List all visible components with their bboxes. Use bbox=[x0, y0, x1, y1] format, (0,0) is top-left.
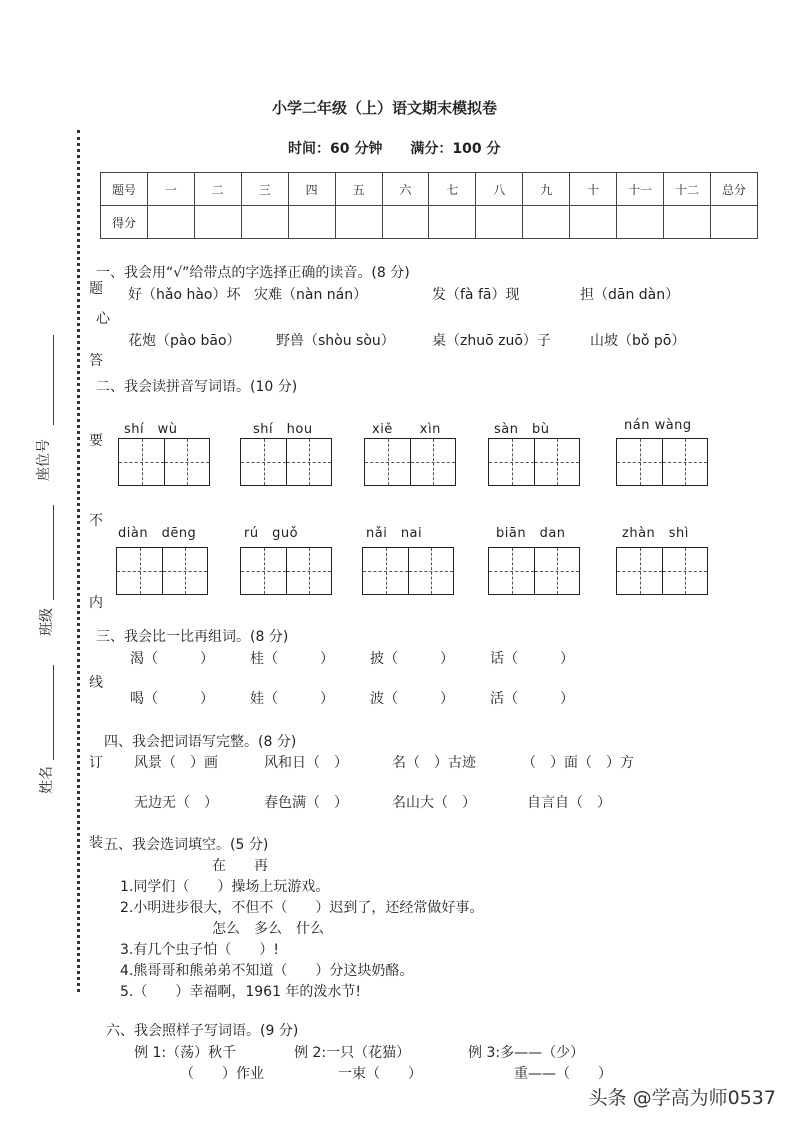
q3-item: 喝（ ） bbox=[130, 691, 214, 707]
q6-answer: 重——（ ） bbox=[514, 1066, 612, 1082]
q1-item: 担（dān dàn） bbox=[580, 287, 680, 303]
score-table bbox=[100, 172, 758, 239]
writing-grid[interactable] bbox=[616, 547, 708, 595]
q4-item: （ ）面（ ）方 bbox=[522, 755, 634, 771]
writing-grid[interactable] bbox=[240, 547, 332, 595]
binding-char-3: 要 bbox=[89, 433, 103, 449]
binding-char-1: 题 bbox=[89, 281, 103, 297]
pinyin-label: shí wù bbox=[124, 422, 178, 437]
score-table-cell: 总分 bbox=[710, 173, 757, 206]
q6-example: 例 1:（荡）秋千 bbox=[134, 1045, 237, 1061]
q6-answer: 一束（ ） bbox=[338, 1066, 422, 1082]
seat-number-line bbox=[53, 335, 54, 425]
score-table-cell: 五 bbox=[335, 173, 382, 206]
score-input-cell[interactable] bbox=[382, 206, 429, 239]
class-label: 班级 bbox=[39, 608, 55, 636]
q5-choices: 在 再 bbox=[212, 858, 268, 874]
writing-grid[interactable] bbox=[118, 438, 210, 486]
score-input-cell[interactable] bbox=[288, 206, 335, 239]
score-input-cell[interactable] bbox=[570, 206, 617, 239]
binding-char-8: 装 bbox=[89, 835, 103, 851]
q4-item: 自言自（ ） bbox=[527, 795, 611, 811]
q1-item: 好（hǎo hào）坏 bbox=[128, 287, 241, 303]
pinyin-label: nǎi nai bbox=[366, 526, 423, 541]
q3-item: 娃（ ） bbox=[250, 691, 334, 707]
q1-item: 灾难（nàn nán） bbox=[254, 287, 368, 303]
binding-dotted-line bbox=[77, 130, 80, 992]
binding-char-5: 内 bbox=[89, 595, 103, 611]
q3-item: 披（ ） bbox=[370, 651, 454, 667]
pinyin-label: nán wàng bbox=[624, 418, 692, 433]
writing-grid[interactable] bbox=[362, 547, 454, 595]
q6-example: 例 3:多——（少） bbox=[468, 1045, 585, 1061]
q1-item: 野兽（shòu sòu） bbox=[276, 333, 395, 349]
q3-item: 渴（ ） bbox=[130, 651, 214, 667]
pinyin-label: xiě xìn bbox=[372, 422, 441, 437]
q4-item: 风景（ ）画 bbox=[134, 755, 218, 771]
pinyin-label: rú guǒ bbox=[244, 526, 299, 541]
pinyin-label: sàn bù bbox=[494, 422, 550, 437]
score-table-cell: 九 bbox=[523, 173, 570, 206]
score-table-header-row bbox=[101, 173, 758, 206]
page-title: 小学二年级（上）语文期末模拟卷 bbox=[272, 99, 498, 117]
q3-item: 活（ ） bbox=[490, 691, 574, 707]
q4-item: 名山大（ ） bbox=[392, 795, 476, 811]
writing-grid[interactable] bbox=[240, 438, 332, 486]
score-input-cell[interactable] bbox=[664, 206, 711, 239]
score-input-cell[interactable] bbox=[429, 206, 476, 239]
q4-item: 无边无（ ） bbox=[134, 795, 218, 811]
q4-item: 风和日（ ） bbox=[264, 755, 348, 771]
q1-item: 花炮（pào bāo） bbox=[128, 333, 241, 349]
score-table-cell: 四 bbox=[288, 173, 335, 206]
score-table-cell: 六 bbox=[382, 173, 429, 206]
score-table-cell: 十一 bbox=[617, 173, 664, 206]
q5-sentence: 4.熊哥哥和熊弟弟不知道（ ）分这块奶酪。 bbox=[120, 963, 414, 979]
binding-char-4: 不 bbox=[89, 513, 103, 529]
q5-heading: 五、我会选词填空。(5 分) bbox=[104, 837, 269, 853]
writing-grid[interactable] bbox=[616, 438, 708, 486]
q4-heading: 四、我会把词语写完整。(8 分) bbox=[104, 734, 297, 750]
q1-item: 发（fà fā）现 bbox=[432, 287, 520, 303]
score-table-score-row bbox=[101, 206, 758, 239]
binding-char-2: 答 bbox=[89, 353, 103, 369]
score-table-cell: 八 bbox=[476, 173, 523, 206]
binding-char-7: 订 bbox=[89, 755, 103, 771]
exam-info: 时间：60 分钟 满分：100 分 bbox=[288, 141, 501, 157]
q5-sentence: 2.小明进步很大，不但不（ ）迟到了，还经常做好事。 bbox=[120, 900, 484, 916]
writing-grid[interactable] bbox=[116, 547, 208, 595]
score-table-cell: 七 bbox=[429, 173, 476, 206]
name-label: 姓名 bbox=[39, 766, 55, 794]
score-input-cell[interactable] bbox=[241, 206, 288, 239]
class-line bbox=[53, 505, 54, 600]
score-input-cell[interactable] bbox=[523, 206, 570, 239]
score-table-cell: 一 bbox=[147, 173, 194, 206]
pinyin-label: shí hou bbox=[253, 422, 313, 437]
score-table-cell: 十 bbox=[570, 173, 617, 206]
q1-item: 山坡（bǒ pō） bbox=[590, 333, 686, 349]
name-line bbox=[53, 665, 54, 760]
writing-grid[interactable] bbox=[488, 547, 580, 595]
q3-item: 话（ ） bbox=[490, 651, 574, 667]
score-table-cell: 题号 bbox=[101, 173, 148, 206]
q6-answer: （ ）作业 bbox=[180, 1066, 264, 1082]
pinyin-label: zhàn shì bbox=[622, 526, 689, 541]
binding-char-6: 线 bbox=[89, 675, 103, 691]
q6-heading: 六、我会照样子写词语。(9 分) bbox=[106, 1023, 299, 1039]
score-table-cell: 三 bbox=[241, 173, 288, 206]
score-table-cell: 得分 bbox=[101, 206, 148, 239]
score-input-cell[interactable] bbox=[476, 206, 523, 239]
q2-heading: 二、我会读拼音写词语。(10 分) bbox=[96, 379, 298, 395]
q1-item-overflow: 心 bbox=[96, 311, 110, 327]
pinyin-label: diàn dēng bbox=[118, 526, 197, 541]
score-input-cell[interactable] bbox=[617, 206, 664, 239]
q5-sentence: 1.同学们（ ）操场上玩游戏。 bbox=[120, 879, 330, 895]
seat-number-label: 座位号 bbox=[36, 439, 52, 481]
score-table-cell: 二 bbox=[194, 173, 241, 206]
q3-item: 桂（ ） bbox=[250, 651, 334, 667]
score-input-cell[interactable] bbox=[710, 206, 757, 239]
score-input-cell[interactable] bbox=[147, 206, 194, 239]
q6-example: 例 2:一只（花猫） bbox=[294, 1045, 411, 1061]
score-input-cell[interactable] bbox=[335, 206, 382, 239]
writing-grid[interactable] bbox=[364, 438, 456, 486]
q5-sentence: 3.有几个虫子怕（ ）! bbox=[120, 942, 279, 958]
watermark: 头条 @学高为师0537 bbox=[588, 1087, 776, 1109]
q5-sentence: 5.（ ）幸福啊，1961 年的泼水节! bbox=[120, 984, 362, 1000]
writing-grid[interactable] bbox=[488, 438, 580, 486]
q3-heading: 三、我会比一比再组词。(8 分) bbox=[96, 629, 289, 645]
q1-heading: 一、我会用“√”给带点的字选择正确的读音。(8 分) bbox=[96, 265, 410, 281]
q5-choices: 怎么 多么 什么 bbox=[212, 921, 324, 937]
pinyin-label: biān dan bbox=[496, 526, 566, 541]
q4-item: 名（ ）古迹 bbox=[392, 755, 476, 771]
score-table-cell: 十二 bbox=[664, 173, 711, 206]
q4-item: 春色满（ ） bbox=[264, 795, 348, 811]
q3-item: 波（ ） bbox=[370, 691, 454, 707]
q1-item: 桌（zhuō zuō）子 bbox=[432, 333, 551, 349]
score-input-cell[interactable] bbox=[194, 206, 241, 239]
